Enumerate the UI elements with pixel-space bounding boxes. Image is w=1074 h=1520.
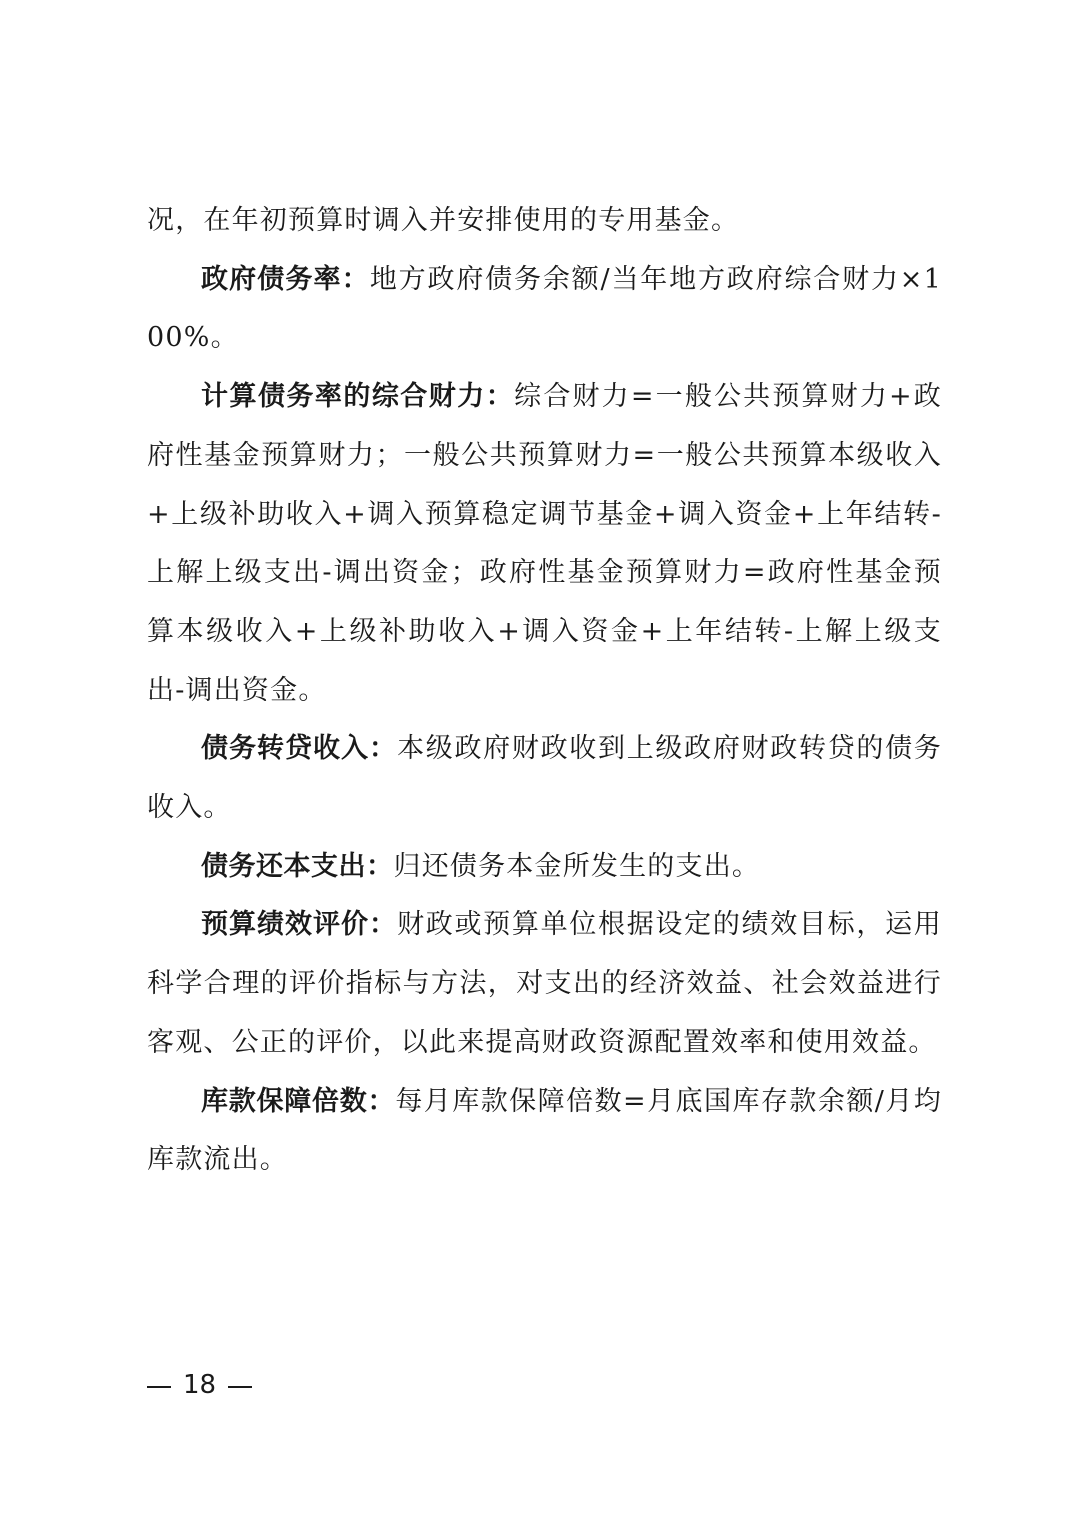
definition-term: 预算绩效评价： bbox=[201, 909, 398, 941]
page-number: 18 bbox=[183, 1370, 217, 1400]
definition-treasury-guarantee-multiple bbox=[147, 1073, 942, 1190]
definition-term: 债务还本支出： bbox=[201, 850, 394, 882]
definition-text: 综合财力=一般公共预算财力+政府性基金预算财力；一般公共预算财力=一般公共预算本级收入+上级补助收入+调入预算稳定调节基金+调入资金+上年结转-上解上级支出-调出资金；政府性基金预算财力=政府性基金预算本级收入+上级补助收入+调入资金+上年结转-上解上级支出-调出资金。 bbox=[147, 381, 942, 706]
definition-comprehensive-financial-capacity bbox=[147, 368, 942, 720]
definition-text: 财政或预算单位根据设定的绩效目标，运用科学合理的评价指标与方法，对支出的经济效益、社会效益进行客观、公正的评价，以此来提高财政资源配置效率和使用效益。 bbox=[147, 909, 942, 1058]
definition-text: 地方政府债务余额/当年地方政府综合财力×100%。 bbox=[147, 263, 943, 354]
paragraph-text: 况，在年初预算时调入并安排使用的专用基金。 bbox=[147, 205, 740, 236]
definition-term: 计算债务率的综合财力： bbox=[201, 381, 515, 413]
definition-term: 库款保障倍数： bbox=[201, 1085, 396, 1117]
page-footer bbox=[147, 1364, 252, 1405]
definition-debt-ratio bbox=[147, 251, 942, 368]
definition-debt-principal-repayment bbox=[147, 838, 942, 897]
footer-dash-right bbox=[228, 1386, 252, 1388]
definition-text: 每月库款保障倍数=月底国库存款余额/月均库款流出。 bbox=[147, 1085, 942, 1176]
definition-text: 本级政府财政收到上级政府财政转贷的债务收入。 bbox=[147, 733, 942, 824]
document-body bbox=[147, 192, 942, 1190]
definition-term: 债务转贷收入： bbox=[201, 733, 398, 765]
footer-dash-left bbox=[147, 1386, 171, 1388]
definition-term: 政府债务率： bbox=[201, 263, 370, 295]
definition-budget-performance-evaluation bbox=[147, 896, 942, 1072]
definition-debt-onlending-income bbox=[147, 720, 942, 837]
definition-text: 归还债务本金所发生的支出。 bbox=[393, 850, 761, 882]
continued-paragraph bbox=[147, 192, 942, 251]
